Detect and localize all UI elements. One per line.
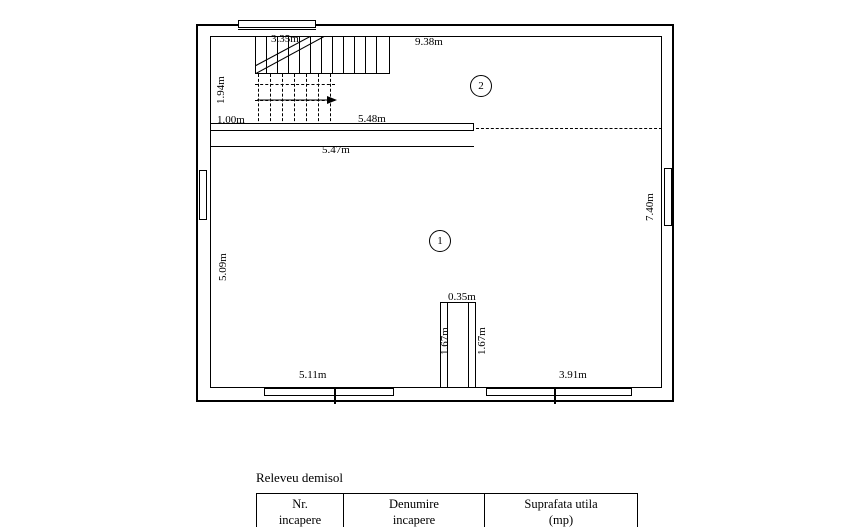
- table-header-suprafata-line1: Suprafata utila: [524, 497, 598, 511]
- partition-wall-horizontal: [210, 123, 474, 131]
- stair-tread: [376, 36, 377, 74]
- window-left: [199, 170, 207, 220]
- room-number-2: 2: [470, 75, 492, 97]
- table-header-nr-line1: Nr.: [292, 497, 308, 511]
- table-header-nr-line2: incapere: [278, 512, 322, 527]
- window-bottom-left: [264, 388, 394, 396]
- bottom-tick-left: [334, 388, 336, 404]
- table-header-nr: [257, 494, 344, 527]
- dimension-1-67m-left: 1.67m: [439, 327, 451, 355]
- dimension-7-40m: 7.40m: [644, 193, 656, 221]
- table-header-denumire-line2: incapere: [392, 512, 436, 527]
- plan-title: Releveu demisol: [256, 470, 344, 485]
- partition-wall-stub: [210, 131, 211, 147]
- stairwell-dashed-line: [255, 84, 335, 85]
- dimension-1-67m-right: 1.67m: [476, 327, 488, 355]
- table-header-suprafata-line2: (mp): [548, 512, 574, 527]
- window-bottom-right: [486, 388, 632, 396]
- partition-dashed-continuation: [476, 128, 662, 129]
- window-top-line: [238, 29, 316, 30]
- window-top: [238, 20, 316, 28]
- dimension-0-35m: 0.35m: [448, 291, 476, 303]
- table-header-row: [257, 494, 638, 527]
- dimension-3-91m: 3.91m: [559, 369, 587, 381]
- stair-tread: [343, 36, 344, 74]
- room-schedule-table: [256, 493, 638, 527]
- dimension-9-38m: 9.38m: [415, 36, 443, 48]
- table-header-denumire-line1: Denumire: [389, 497, 439, 511]
- dimension-5-47m: 5.47m: [322, 144, 350, 156]
- table-header-denumire: [344, 494, 485, 527]
- table-header-suprafata: [485, 494, 638, 527]
- dimension-5-48m: 5.48m: [358, 113, 386, 125]
- dimension-5-09m: 5.09m: [217, 253, 229, 281]
- bottom-tick-right: [554, 388, 556, 404]
- dimension-5-11m: 5.11m: [299, 369, 327, 381]
- stair-direction-arrow: [255, 88, 341, 112]
- stair-tread: [354, 36, 355, 74]
- stair-tread: [332, 36, 333, 74]
- window-right: [664, 168, 672, 226]
- partition-wall-vertical-right: [468, 302, 476, 388]
- dimension-3-35m: 3.35m: [271, 33, 299, 45]
- dimension-1-00m: 1.00m: [217, 114, 245, 126]
- dimension-1-94m: 1.94m: [215, 76, 227, 104]
- stair-tread: [365, 36, 366, 74]
- room-number-1: 1: [429, 230, 451, 252]
